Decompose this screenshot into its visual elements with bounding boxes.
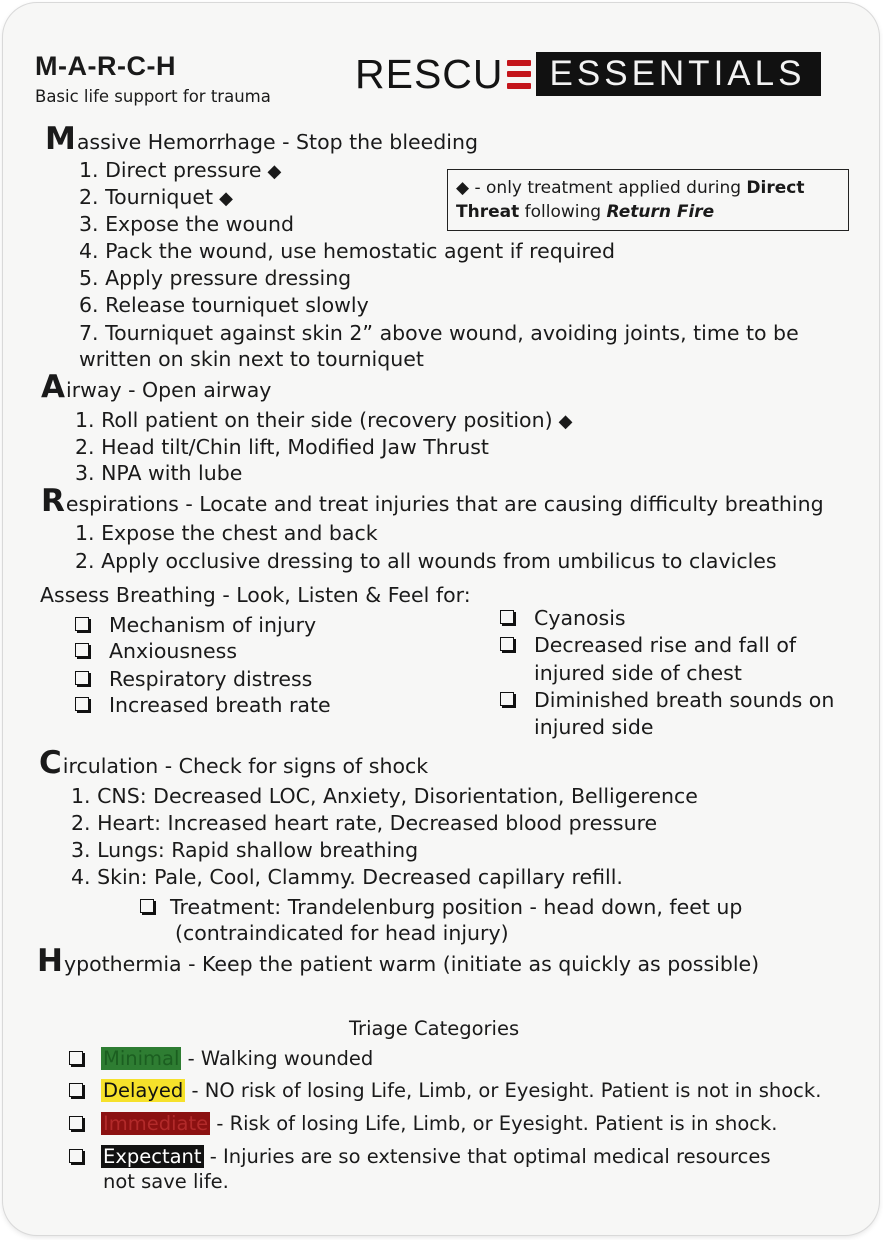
- triage-item: Expectant - Injuries are so extensive that optimal medical resources: [69, 1145, 771, 1168]
- list-item: 3. NPA with lube: [75, 461, 243, 485]
- checklist-item: Respiratory distress: [75, 667, 312, 691]
- section-cap-a: A: [41, 369, 65, 405]
- section-airway: [41, 369, 271, 405]
- checkbox-icon: [75, 671, 89, 685]
- section-heading-circulation: irculation - Check for signs of shock: [62, 754, 429, 778]
- checklist-item-continued: injured side: [534, 715, 654, 739]
- checklist-item-continued: injured side of chest: [534, 661, 742, 685]
- list-item: 3. Lungs: Rapid shallow breathing: [71, 838, 419, 862]
- section-heading-respirations: espirations - Locate and treat injuries that are causing difficulty breathing: [65, 492, 824, 516]
- list-item: 1. CNS: Decreased LOC, Anxiety, Disorientation, Belligerence: [71, 784, 698, 808]
- list-item: 2. Heart: Increased heart rate, Decreased blood pressure: [71, 811, 658, 835]
- triage-item: Minimal - Walking wounded: [69, 1047, 373, 1070]
- list-item: 3. Expose the wound: [79, 212, 294, 236]
- list-item: 5. Apply pressure dressing: [79, 266, 352, 290]
- checkbox-icon: [500, 637, 514, 651]
- section-cap-m: M: [45, 121, 76, 157]
- list-item: 4. Pack the wound, use hemostatic agent if required: [79, 239, 616, 263]
- list-item: 4. Skin: Pale, Cool, Clammy. Decreased capillary refill.: [71, 865, 623, 889]
- section-massive-hemorrhage: [45, 121, 478, 157]
- section-respirations: [41, 483, 824, 519]
- logo-essentials-text: ESSENTIALS: [536, 52, 822, 96]
- section-circulation: [39, 745, 428, 781]
- section-heading-hypothermia: ypothermia - Keep the patient warm (initiate as quickly as possible): [63, 952, 760, 976]
- triage-item-continued: not save life.: [103, 1170, 229, 1193]
- checklist-item: Increased breath rate: [75, 693, 331, 717]
- triage-tag-delayed: Delayed: [103, 1079, 184, 1102]
- logo-e-bars-icon: [507, 60, 531, 89]
- checklist-item: Diminished breath sounds on: [500, 688, 834, 712]
- triage-heading: Triage Categories: [349, 1017, 520, 1040]
- section-cap-r: R: [41, 483, 65, 519]
- section-heading-airway: irway - Open airway: [66, 378, 272, 402]
- checklist-item: Cyanosis: [500, 606, 626, 630]
- checkbox-icon: [75, 617, 89, 631]
- triage-tag-minimal: Minimal: [103, 1047, 180, 1070]
- treatment-item-continued: (contraindicated for head injury): [175, 921, 509, 945]
- section-heading-massive: assive Hemorrhage - Stop the bleeding: [76, 130, 478, 154]
- checklist-item: Anxiousness: [75, 639, 237, 663]
- diamond-icon: ◆: [219, 188, 233, 209]
- checkbox-icon: [140, 899, 154, 913]
- checkbox-icon: [69, 1149, 83, 1163]
- checkbox-icon: [69, 1116, 83, 1130]
- checklist-item: Mechanism of injury: [75, 613, 316, 637]
- triage-tag-immediate: Immediate: [103, 1112, 209, 1135]
- list-item: 2. Apply occlusive dressing to all wounds from umbilicus to clavicles: [75, 549, 777, 573]
- direct-threat-note: ◆ - only treatment applied during Direct Threat following Return Fire: [447, 169, 849, 231]
- rescue-essentials-logo: [355, 51, 821, 97]
- list-item: 2. Head tilt/Chin lift, Modified Jaw Thrust: [75, 435, 489, 459]
- treatment-item: Treatment: Trandelenburg position - head down, feet up: [140, 895, 742, 919]
- list-item: 6. Release tourniquet slowly: [79, 293, 369, 317]
- list-item: 7. Tourniquet against skin 2” above wound, avoiding joints, time to be: [79, 321, 799, 345]
- march-card: [3, 3, 879, 1235]
- diamond-icon: ◆: [558, 411, 573, 432]
- section-cap-h: H: [37, 943, 63, 979]
- list-item: 2. Tourniquet ◆: [79, 185, 233, 209]
- triage-tag-expectant: Expectant: [103, 1145, 202, 1168]
- triage-item: Immediate - Risk of losing Life, Limb, or Eyesight. Patient is in shock.: [69, 1112, 778, 1135]
- list-item: 1. Expose the chest and back: [75, 521, 378, 545]
- checkbox-icon: [75, 697, 89, 711]
- checkbox-icon: [500, 692, 514, 706]
- logo-rescu-text: RESCU: [355, 51, 504, 97]
- section-hypothermia: [37, 943, 759, 979]
- card-subtitle: Basic life support for trauma: [35, 87, 271, 106]
- checkbox-icon: [69, 1051, 83, 1065]
- checkbox-icon: [500, 610, 514, 624]
- diamond-icon: ◆: [456, 178, 470, 198]
- checkbox-icon: [69, 1083, 83, 1097]
- checklist-item: Decreased rise and fall of: [500, 633, 796, 657]
- list-item: 1. Direct pressure ◆: [79, 158, 282, 182]
- diamond-icon: ◆: [267, 161, 282, 182]
- assess-breathing-heading: Assess Breathing - Look, Listen & Feel for:: [40, 583, 471, 607]
- list-item: written on skin next to tourniquet: [79, 347, 424, 371]
- list-item: 1. Roll patient on their side (recovery position) ◆: [75, 408, 573, 432]
- checkbox-icon: [75, 643, 89, 657]
- card-title: M-A-R-C-H: [35, 51, 176, 81]
- section-cap-c: C: [39, 745, 62, 781]
- triage-item: Delayed - NO risk of losing Life, Limb, or Eyesight. Patient is not in shock.: [69, 1079, 821, 1102]
